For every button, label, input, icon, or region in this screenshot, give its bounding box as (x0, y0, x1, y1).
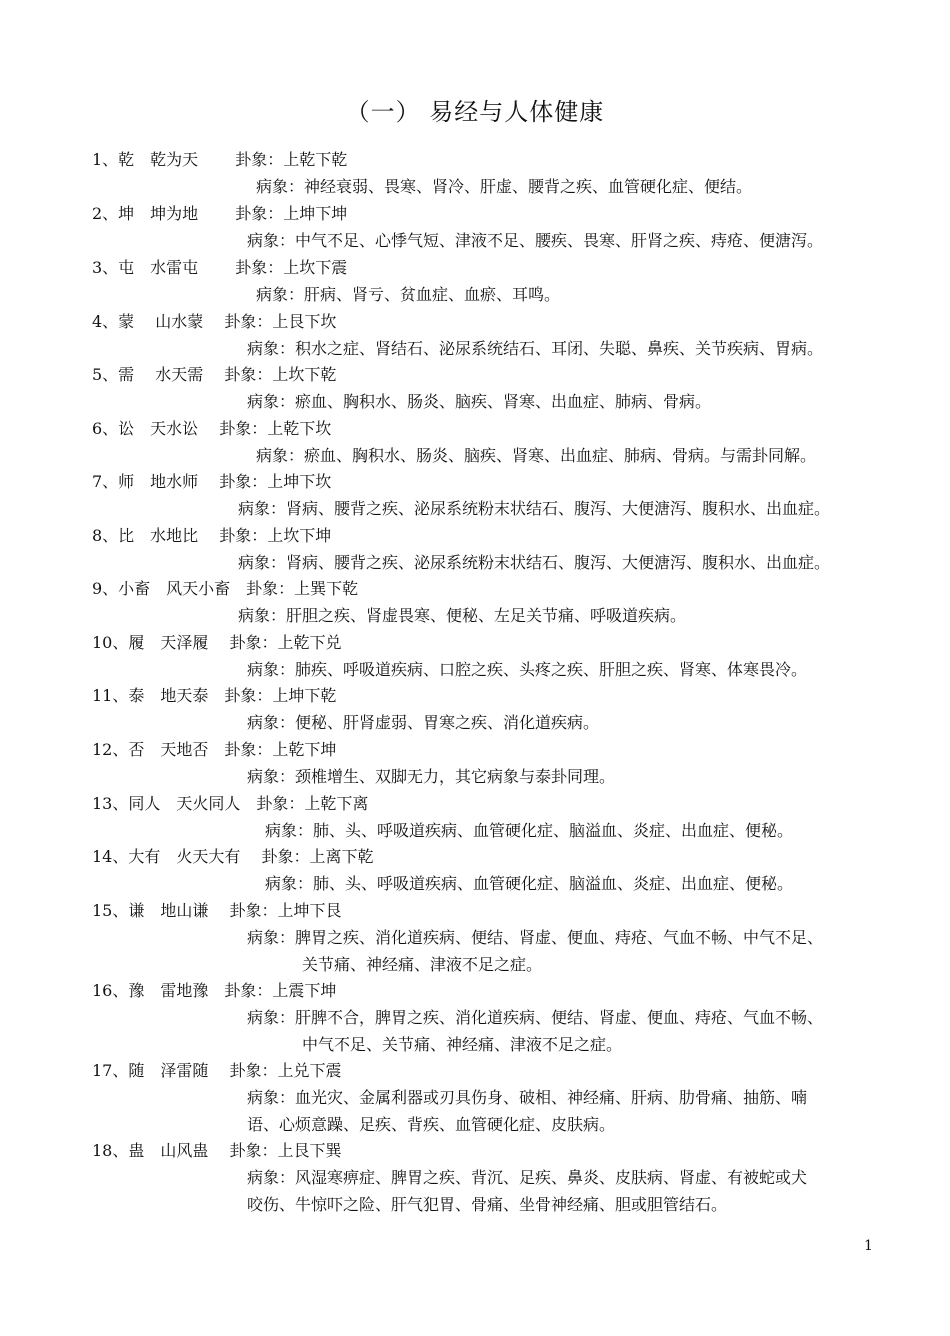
entry-symptoms: 病象：血光灾、金属利器或刃具伤身、破相、神经痛、肝病、肋骨痛、抽筋、喃 (247, 1088, 808, 1107)
entry-heading: 1、乾 乾为天 卦象：上乾下乾 (92, 150, 348, 169)
entry-heading: 6、讼 天水讼 卦象：上乾下坎 (92, 419, 332, 438)
entry-heading: 3、屯 水雷屯 卦象：上坎下震 (92, 258, 348, 277)
entry-heading: 8、比 水地比 卦象：上坎下坤 (92, 526, 332, 545)
entry-heading: 17、随 泽雷随 卦象：上兑下震 (92, 1061, 342, 1080)
entry-symptoms-cont: 语、心烦意躁、足疾、背疾、血管硬化症、皮肤病。 (247, 1115, 616, 1134)
entry-heading: 9、小畜 风天小畜 卦象：上巽下乾 (92, 579, 359, 598)
entry-symptoms: 病象：肺、头、呼吸道疾病、血管硬化症、脑溢血、炎症、出血症、便秘。 (265, 821, 794, 840)
entry-heading: 16、豫 雷地豫 卦象：上震下坤 (92, 981, 337, 1000)
entry-symptoms: 病象：神经衰弱、畏寒、肾冷、肝虚、腰背之疾、血管硬化症、便结。 (256, 177, 753, 196)
entry-heading: 2、坤 坤为地 卦象：上坤下坤 (92, 204, 348, 223)
entry-heading: 7、师 地水师 卦象：上坤下坎 (92, 472, 332, 491)
entry-symptoms-cont: 中气不足、关节痛、神经痛、津液不足之症。 (302, 1035, 623, 1054)
entry-symptoms: 病象：肝病、肾亏、贫血症、血瘀、耳鸣。 (256, 285, 561, 304)
entry-heading: 11、泰 地天泰 卦象：上坤下乾 (92, 686, 337, 705)
entry-symptoms: 病象：肝脾不合，脾胃之疾、消化道疾病、便结、肾虚、便血、痔疮、气血不畅、 (247, 1008, 824, 1027)
entry-symptoms: 病象：风湿寒痹症、脾胃之疾、背沉、足疾、鼻炎、皮肤病、肾虚、有被蛇或犬 (247, 1168, 808, 1187)
entry-symptoms: 病象：颈椎增生、双脚无力，其它病象与泰卦同理。 (247, 767, 616, 786)
entry-symptoms: 病象：肾病、腰背之疾、泌尿系统粉末状结石、腹泻、大便溏泻、腹积水、出血症。 (238, 499, 831, 518)
entry-symptoms: 病象：瘀血、胸积水、肠炎、脑疾、肾寒、出血症、肺病、骨病。 (247, 392, 712, 411)
entry-symptoms: 病象：积水之症、肾结石、泌尿系统结石、耳闭、失聪、鼻疾、关节疾病、胃病。 (247, 339, 824, 358)
entry-symptoms: 病象：肺、头、呼吸道疾病、血管硬化症、脑溢血、炎症、出血症、便秘。 (265, 874, 794, 893)
entry-symptoms: 病象：肾病、腰背之疾、泌尿系统粉末状结石、腹泻、大便溏泻、腹积水、出血症。 (238, 553, 831, 572)
entry-heading: 18、蛊 山风蛊 卦象：上艮下巽 (92, 1141, 342, 1160)
entry-symptoms: 病象：便秘、肝肾虚弱、胃寒之疾、消化道疾病。 (247, 713, 600, 732)
entry-heading: 5、需 水天需 卦象：上坎下乾 (92, 365, 337, 384)
page-title: （一） 易经与人体健康 (345, 98, 605, 126)
entry-symptoms: 病象：瘀血、胸积水、肠炎、脑疾、肾寒、出血症、肺病、骨病。与需卦同解。 (256, 446, 817, 465)
entry-symptoms-cont: 咬伤、牛惊吓之险、肝气犯胃、骨痛、坐骨神经痛、胆或胆管结石。 (247, 1195, 728, 1214)
entry-symptoms: 病象：肺疾、呼吸道疾病、口腔之疾、头疼之疾、肝胆之疾、肾寒、体寒畏冷。 (247, 660, 808, 679)
entry-heading: 10、履 天泽履 卦象：上乾下兑 (92, 633, 342, 652)
entry-heading: 12、否 天地否 卦象：上乾下坤 (92, 740, 337, 759)
entry-heading: 4、蒙 山水蒙 卦象：上艮下坎 (92, 312, 337, 331)
entry-heading: 14、大有 火天大有 卦象：上离下乾 (92, 847, 374, 866)
entry-symptoms-cont: 关节痛、神经痛、津液不足之症。 (302, 955, 543, 974)
entry-symptoms: 病象：肝胆之疾、肾虚畏寒、便秘、左足关节痛、呼吸道疾病。 (238, 606, 687, 625)
page-number: 1 (864, 1238, 873, 1254)
entry-heading: 15、谦 地山谦 卦象：上坤下艮 (92, 901, 342, 920)
entry-symptoms: 病象：中气不足、心悸气短、津液不足、腰疾、畏寒、肝肾之疾、痔疮、便溏泻。 (247, 231, 824, 250)
entry-heading: 13、同人 天火同人 卦象：上乾下离 (92, 794, 369, 813)
entry-symptoms: 病象：脾胃之疾、消化道疾病、便结、肾虚、便血、痔疮、气血不畅、中气不足、 (247, 928, 824, 947)
